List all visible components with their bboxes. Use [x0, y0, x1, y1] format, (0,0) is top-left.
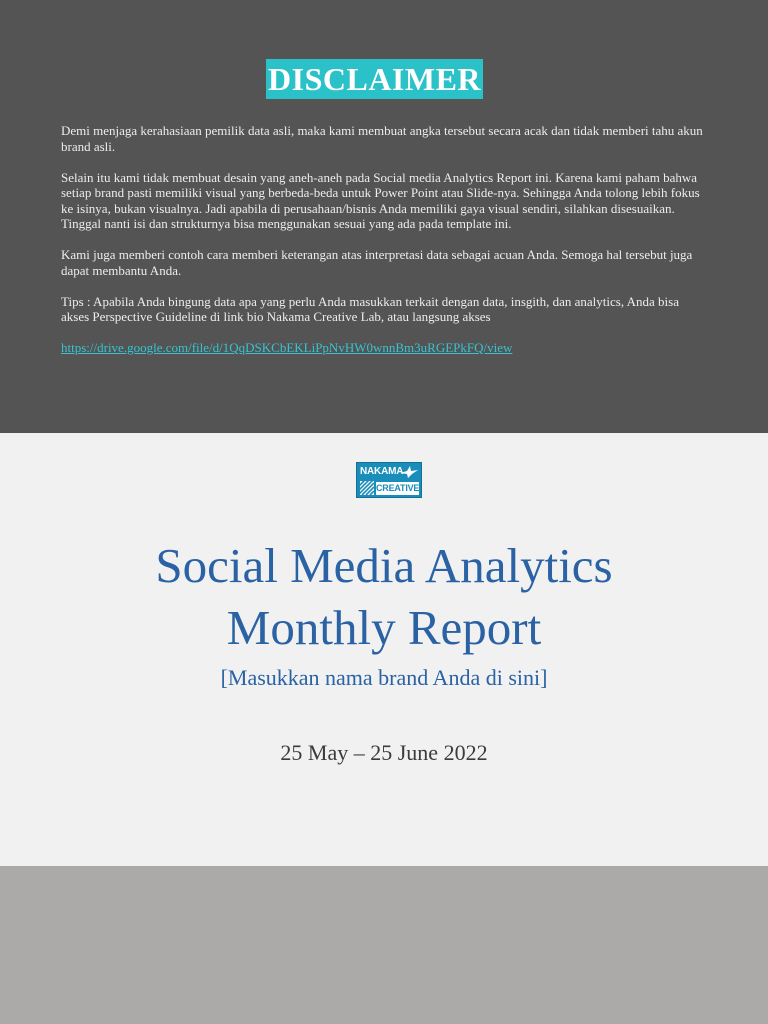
cover-panel [0, 433, 768, 866]
disclaimer-heading: DISCLAIMER [268, 61, 482, 97]
guideline-link-wrapper [61, 340, 709, 356]
bird-icon [399, 465, 419, 479]
disclaimer-panel [0, 0, 768, 433]
brand-placeholder: [Masukkan nama brand Anda di sini] [220, 665, 548, 690]
report-title-line: Social Media Analytics [155, 538, 613, 593]
disclaimer-paragraph: Tips : Apabila Anda bingung data apa yang perlu Anda masukkan terkait dengan data, insgith, dan analytics, Anda bisa akses Perspective Guideline di link bio Nakama Creative Lab, atau langsung akses [61, 293, 679, 324]
nakama-creative-logo [356, 462, 422, 498]
logo-text-creative: CREATIVE [376, 483, 420, 493]
date-range: 25 May – 25 June 2022 [280, 740, 488, 765]
disclaimer-paragraph: Kami juga memberi contoh cara memberi keterangan atas interpretasi data sebagai acuan Anda. Semoga hal tersebut juga dapat membantu Anda. [61, 247, 693, 278]
bottom-panel [0, 866, 768, 1024]
report-title-line: Monthly Report [226, 600, 542, 655]
disclaimer-paragraph: Selain itu kami tidak membuat desain yang aneh-aneh pada Social media Analytics Report ini. Karena kami paham bahwa setiap brand pasti memiliki visual yang berbeda-beda untuk Power Point atau Slide-nya. Sehingga Anda tolong lebih fokus ke isinya, bukan visualnya. Jadi apabila di perusahaan/bisnis Anda memiliki gaya visual sendiri, silahkan disesuaikan. Tinggal nanti isi dan strukturnya bisa menggunakan sesuai yang ada pada template ini. [61, 169, 700, 231]
logo-text-nakama: NAKAMA [360, 466, 404, 477]
report-title [0, 535, 768, 659]
disclaimer-body [61, 123, 709, 371]
disclaimer-paragraph: Demi menjaga kerahasiaan pemilik data asli, maka kami membuat angka tersebut secara acak dan tidak memberi tahu akun brand asli. [61, 123, 703, 154]
stripes-icon [360, 481, 374, 495]
guideline-link[interactable]: https://drive.google.com/file/d/1QqDSKCbEKLiPpNvHW0wnnBm3uRGEPkFQ/view [61, 340, 513, 355]
